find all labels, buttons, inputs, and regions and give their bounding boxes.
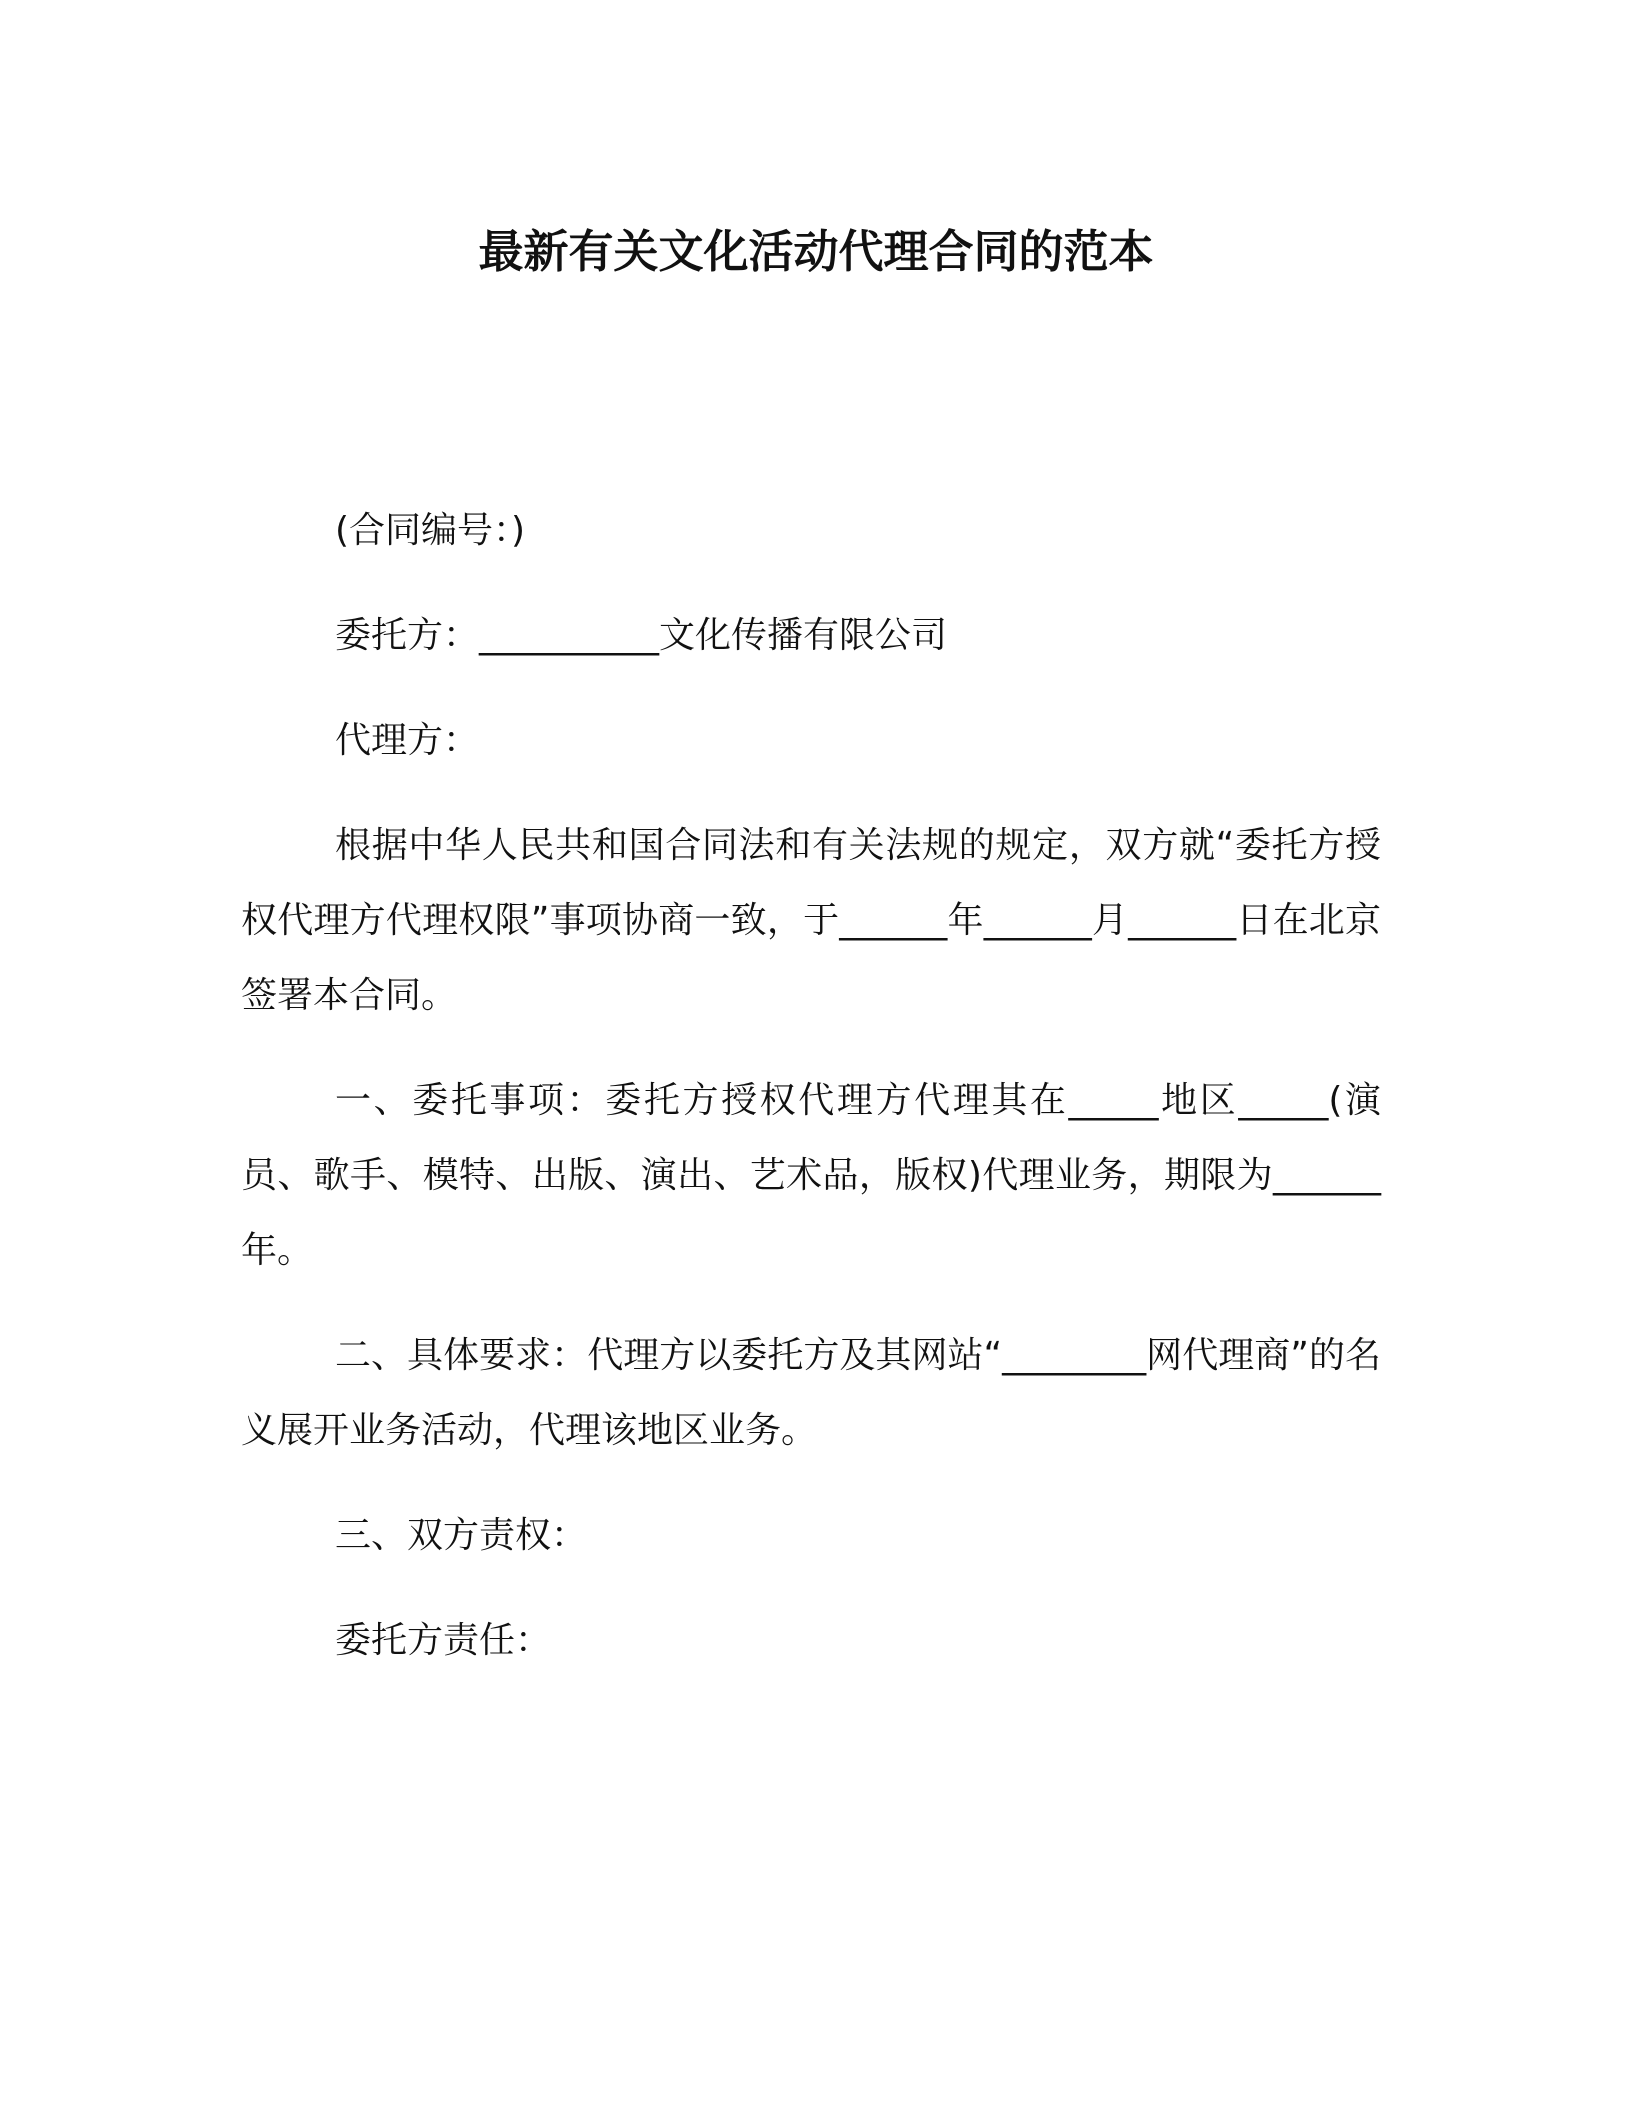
agent-party-line: 代理方： bbox=[335, 720, 480, 761]
clause-3-heading: 三、双方责权： bbox=[335, 1515, 588, 1556]
clause-2-specific-requirements: 二、具体要求：代理方以委托方及其网站“________网代理商”的名义展开业务活动，代理该地区业务。 bbox=[241, 1335, 1381, 1451]
document-body bbox=[241, 493, 1381, 1708]
contract-number-line: (合同编号：) bbox=[335, 510, 526, 551]
clause-1-entrusted-matters: 一、委托事项：委托方授权代理方代理其在_____地区_____(演员、歌手、模特、出版、演出、艺术品，版权)代理业务，期限为______年。 bbox=[241, 1080, 1381, 1271]
principal-party-line: 委托方：__________文化传播有限公司 bbox=[335, 615, 948, 656]
preamble-paragraph: 根据中华人民共和国合同法和有关法规的规定，双方就“委托方授权代理方代理权限”事项协商一致，于______年______月______日在北京签署本合同。 bbox=[241, 825, 1381, 1016]
principal-responsibilities-heading: 委托方责任： bbox=[335, 1620, 552, 1661]
document-title: 最新有关文化活动代理合同的范本 bbox=[478, 225, 1154, 278]
